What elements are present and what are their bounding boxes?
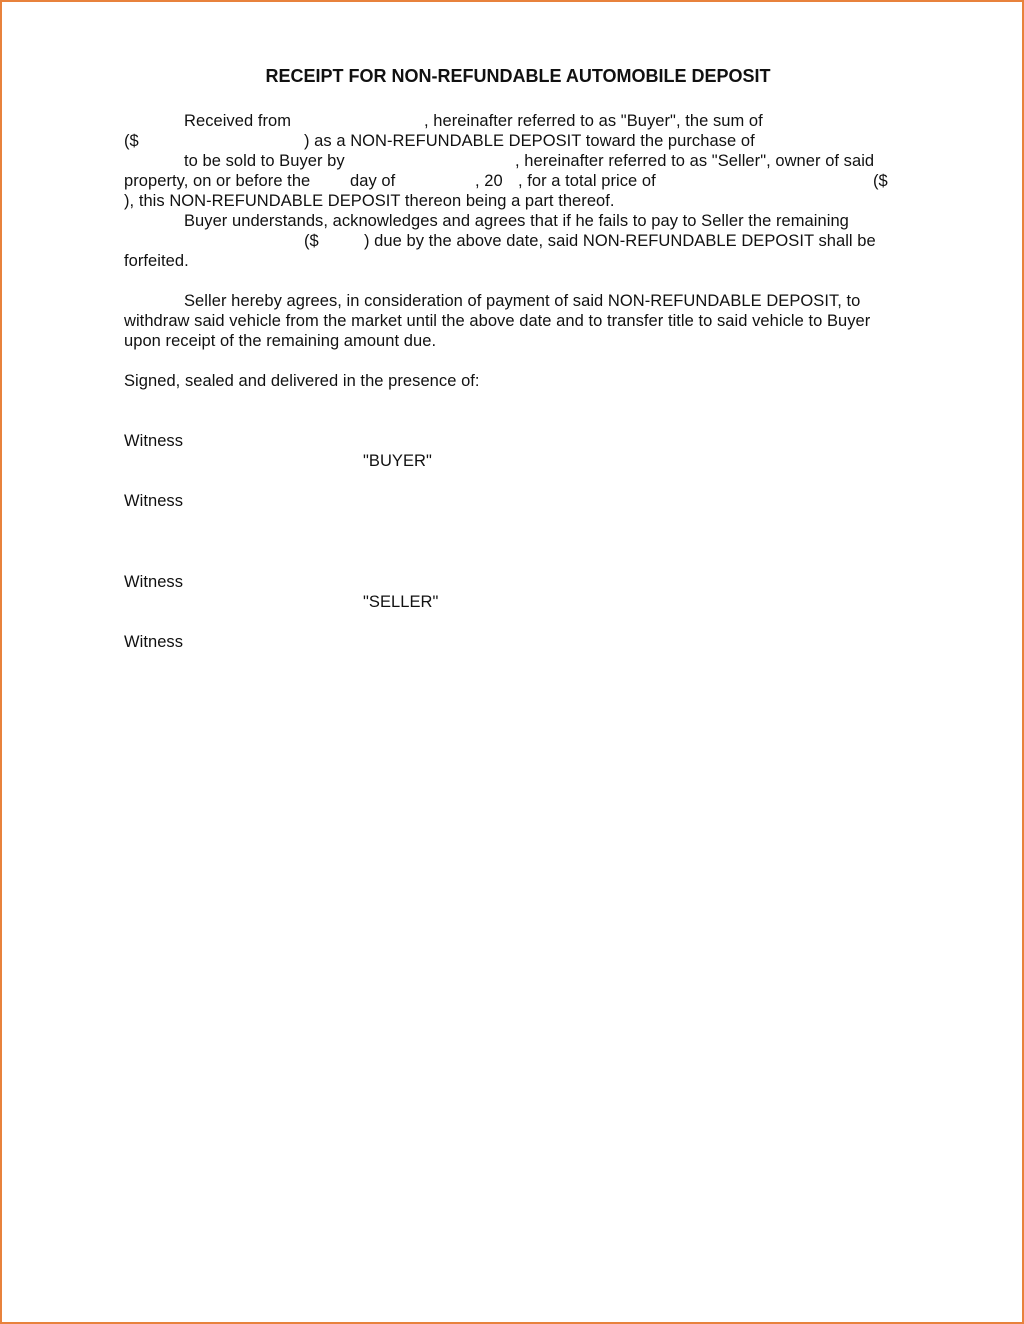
document-title: RECEIPT FOR NON-REFUNDABLE AUTOMOBILE DEPOSIT	[265, 66, 771, 86]
remaining-amount-text: upon receipt of the remaining amount due.	[124, 332, 437, 350]
buyer-reference-text: , hereinafter referred to as "Buyer", the sum of	[424, 112, 763, 130]
deposit-purpose-text: ) as a NON-REFUNDABLE DEPOSIT toward the purchase of	[304, 132, 755, 150]
remaining-amount-open: ($	[304, 232, 319, 250]
day-of-text: day of	[350, 172, 396, 190]
signed-sealed-text: Signed, sealed and delivered in the presence of:	[124, 372, 480, 390]
buyer-label: "BUYER"	[363, 452, 432, 470]
sold-to-buyer-text: to be sold to Buyer by	[184, 152, 345, 170]
buyer-agrees-text: Buyer understands, acknowledges and agrees that if he fails to pay to Seller the remaining	[184, 212, 849, 230]
deposit-amount-open: ($	[124, 132, 139, 150]
witness-label-1: Witness	[124, 432, 184, 450]
witness-label-2: Witness	[124, 492, 184, 510]
seller-agrees-text: Seller hereby agrees, in consideration of payment of said NON-REFUNDABLE DEPOSIT, to	[184, 292, 861, 310]
property-date-text: property, on or before the	[124, 172, 311, 190]
seller-reference-text: , hereinafter referred to as "Seller", owner of said	[515, 152, 875, 170]
total-price-amount-open: ($	[873, 172, 888, 190]
received-from-text: Received from	[184, 112, 292, 130]
forfeited-text: forfeited.	[124, 252, 189, 270]
total-price-text: , for a total price of	[518, 172, 656, 190]
seller-label: "SELLER"	[363, 593, 439, 611]
due-date-text: ) due by the above date, said NON-REFUNDABLE DEPOSIT shall be	[364, 232, 876, 250]
deposit-part-text: ), this NON-REFUNDABLE DEPOSIT thereon being a part thereof.	[124, 192, 615, 210]
year-prefix-text: , 20	[475, 172, 503, 190]
witness-label-4: Witness	[124, 633, 184, 651]
withdraw-vehicle-text: withdraw said vehicle from the market until the above date and to transfer title to said vehicle to Buyer	[124, 312, 871, 330]
witness-label-3: Witness	[124, 573, 184, 591]
